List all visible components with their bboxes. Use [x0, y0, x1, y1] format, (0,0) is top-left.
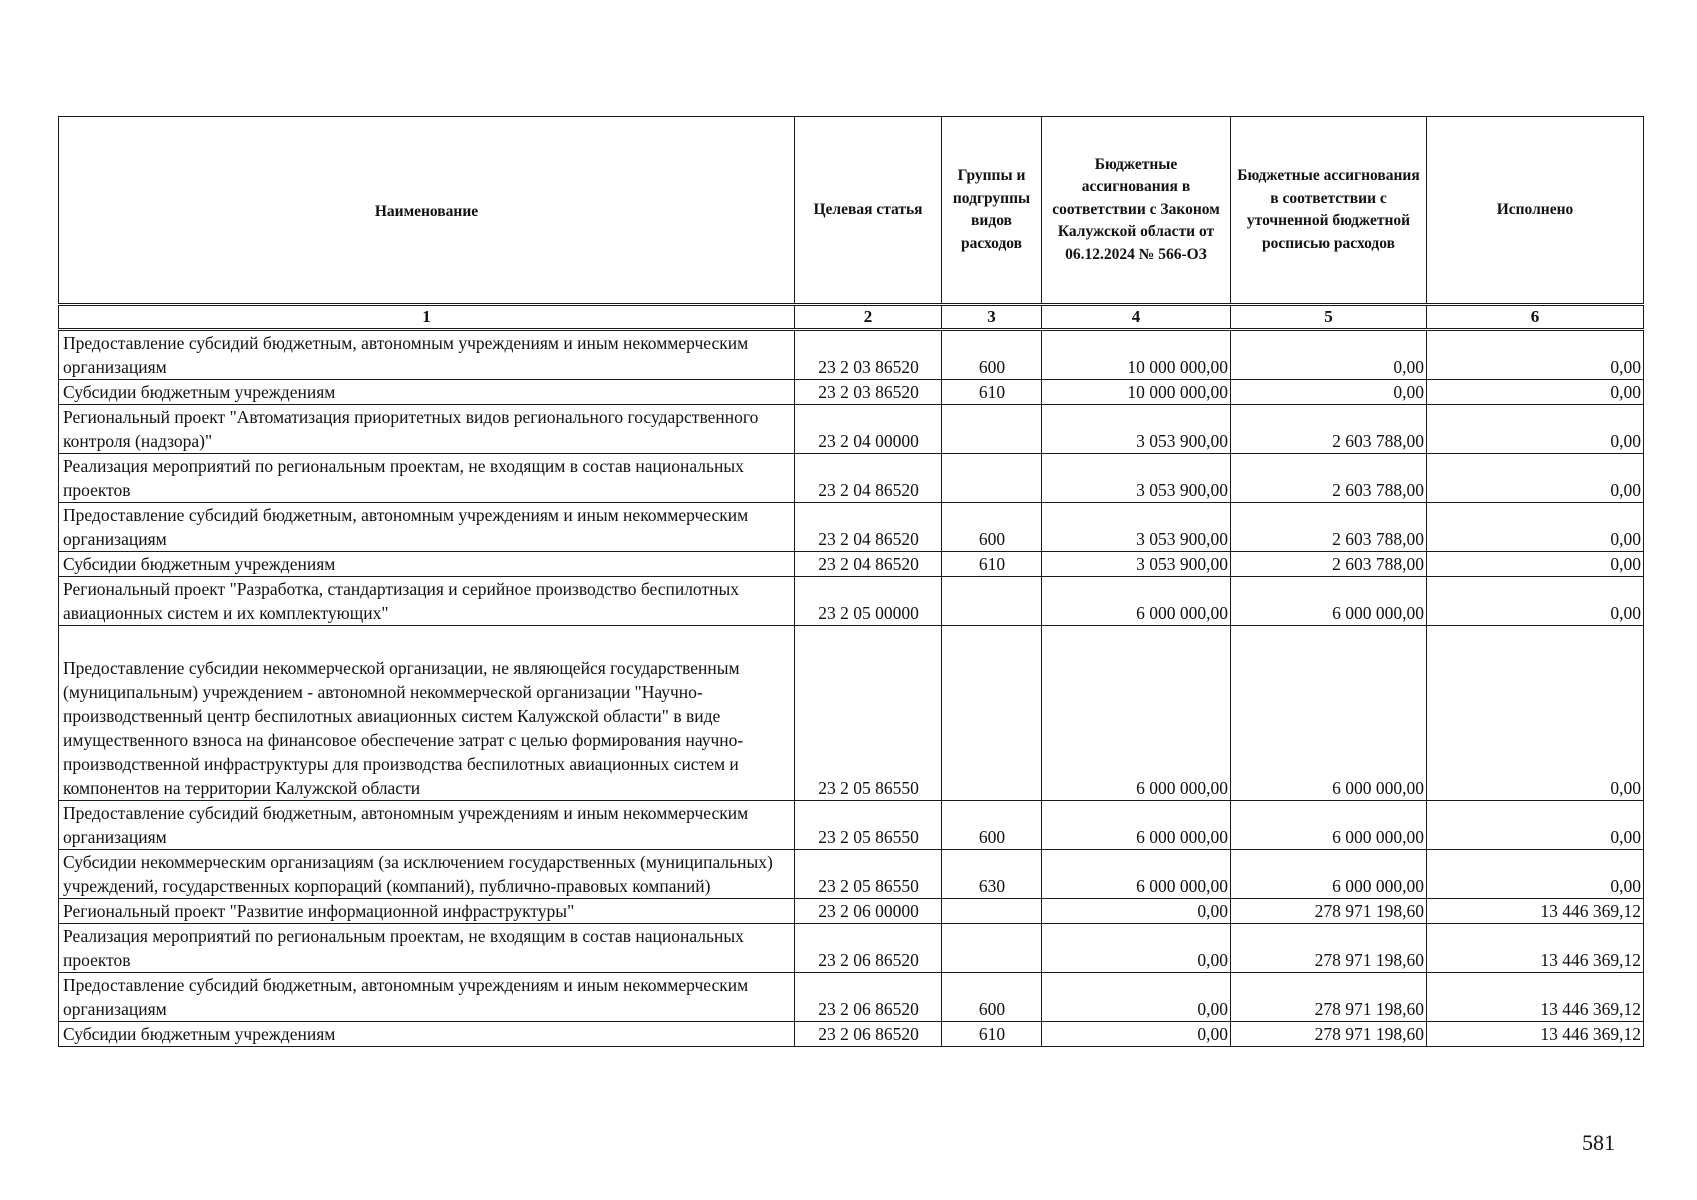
row-name: Предоставление субсидий бюджетным, автономным учреждениям и иным некоммерческим организациям [59, 330, 795, 380]
header-group: Группы и подгруппы видов расходов [942, 117, 1042, 305]
table-header [59, 117, 1644, 330]
row-executed: 0,00 [1427, 626, 1644, 801]
row-law: 3 053 900,00 [1042, 503, 1231, 552]
row-target: 23 2 05 86550 [795, 801, 942, 850]
row-refined: 2 603 788,00 [1231, 552, 1427, 577]
row-name: Реализация мероприятий по региональным проектам, не входящим в состав национальных проектов [59, 454, 795, 503]
row-executed: 13 446 369,12 [1427, 973, 1644, 1022]
table-row [59, 1022, 1644, 1047]
row-target: 23 2 06 00000 [795, 899, 942, 924]
row-group [942, 924, 1042, 973]
row-group [942, 899, 1042, 924]
table-body [59, 330, 1644, 1047]
row-executed: 0,00 [1427, 552, 1644, 577]
table-row [59, 577, 1644, 626]
row-law: 3 053 900,00 [1042, 454, 1231, 503]
row-law: 6 000 000,00 [1042, 850, 1231, 899]
row-name: Предоставление субсидий бюджетным, автономным учреждениям и иным некоммерческим организациям [59, 801, 795, 850]
row-refined: 6 000 000,00 [1231, 626, 1427, 801]
row-refined: 0,00 [1231, 330, 1427, 380]
header-target: Целевая статья [795, 117, 942, 305]
row-name: Региональный проект "Автоматизация приоритетных видов регионального государственного контроля (надзора)" [59, 405, 795, 454]
column-number: 3 [942, 305, 1042, 330]
row-group [942, 577, 1042, 626]
row-law: 6 000 000,00 [1042, 626, 1231, 801]
row-executed: 0,00 [1427, 503, 1644, 552]
table-row [59, 552, 1644, 577]
row-executed: 13 446 369,12 [1427, 899, 1644, 924]
row-refined: 6 000 000,00 [1231, 801, 1427, 850]
table-row [59, 899, 1644, 924]
row-refined: 278 971 198,60 [1231, 924, 1427, 973]
row-law: 0,00 [1042, 973, 1231, 1022]
row-target: 23 2 04 00000 [795, 405, 942, 454]
header-row [59, 117, 1644, 305]
row-name: Субсидии бюджетным учреждениям [59, 380, 795, 405]
row-target: 23 2 05 00000 [795, 577, 942, 626]
row-executed: 0,00 [1427, 577, 1644, 626]
row-target: 23 2 04 86520 [795, 454, 942, 503]
budget-table [58, 116, 1644, 1047]
row-target: 23 2 03 86520 [795, 330, 942, 380]
row-law: 6 000 000,00 [1042, 801, 1231, 850]
column-number: 2 [795, 305, 942, 330]
row-law: 3 053 900,00 [1042, 405, 1231, 454]
row-name: Субсидии бюджетным учреждениям [59, 1022, 795, 1047]
row-refined: 2 603 788,00 [1231, 405, 1427, 454]
row-executed: 0,00 [1427, 850, 1644, 899]
row-executed: 0,00 [1427, 330, 1644, 380]
table-row [59, 503, 1644, 552]
header-law: Бюджетные ассигнования в соответствии с Законом Калужской области от 06.12.2024 № 566-ОЗ [1042, 117, 1231, 305]
row-group: 630 [942, 850, 1042, 899]
row-law: 0,00 [1042, 1022, 1231, 1047]
row-name: Предоставление субсидий бюджетным, автономным учреждениям и иным некоммерческим организациям [59, 503, 795, 552]
row-name: Предоставление субсидий бюджетным, автономным учреждениям и иным некоммерческим организациям [59, 973, 795, 1022]
table-row [59, 850, 1644, 899]
column-number: 6 [1427, 305, 1644, 330]
row-group [942, 405, 1042, 454]
table-row [59, 973, 1644, 1022]
row-refined: 0,00 [1231, 380, 1427, 405]
header-executed: Исполнено [1427, 117, 1644, 305]
row-law: 0,00 [1042, 899, 1231, 924]
column-number: 5 [1231, 305, 1427, 330]
row-law: 0,00 [1042, 924, 1231, 973]
row-target: 23 2 04 86520 [795, 503, 942, 552]
row-executed: 0,00 [1427, 454, 1644, 503]
row-name: Региональный проект "Развитие информационной инфраструктуры" [59, 899, 795, 924]
row-target: 23 2 05 86550 [795, 850, 942, 899]
row-refined: 278 971 198,60 [1231, 1022, 1427, 1047]
header-refined: Бюджетные ассигнования в соответствии с уточненной бюджетной росписью расходов [1231, 117, 1427, 305]
row-name: Предоставление субсидии некоммерческой организации, не являющейся государственным (муниципальным) учреждением - автономной некоммерческой организации "Научно-производственный центр беспилотных авиационных систем Калужской области" в виде имущественного взноса на финансовое обеспечение затрат с целью формирования научно-производственной инфраструктуры для производства беспилотных авиационных систем и компонентов на территории Калужской области [59, 626, 795, 801]
row-executed: 0,00 [1427, 380, 1644, 405]
column-number-row [59, 305, 1644, 330]
row-refined: 6 000 000,00 [1231, 577, 1427, 626]
row-refined: 278 971 198,60 [1231, 899, 1427, 924]
row-name: Реализация мероприятий по региональным проектам, не входящим в состав национальных проектов [59, 924, 795, 973]
row-executed: 13 446 369,12 [1427, 1022, 1644, 1047]
row-target: 23 2 05 86550 [795, 626, 942, 801]
row-name: Субсидии некоммерческим организациям (за исключением государственных (муниципальных) учреждений, государственных корпораций (компаний), публично-правовых компаний) [59, 850, 795, 899]
row-group [942, 626, 1042, 801]
row-target: 23 2 06 86520 [795, 924, 942, 973]
row-name: Субсидии бюджетным учреждениям [59, 552, 795, 577]
column-number: 1 [59, 305, 795, 330]
row-executed: 13 446 369,12 [1427, 924, 1644, 973]
row-law: 3 053 900,00 [1042, 552, 1231, 577]
row-refined: 6 000 000,00 [1231, 850, 1427, 899]
row-group: 600 [942, 503, 1042, 552]
table-row [59, 626, 1644, 801]
row-group [942, 454, 1042, 503]
row-law: 6 000 000,00 [1042, 577, 1231, 626]
row-refined: 2 603 788,00 [1231, 454, 1427, 503]
page-number: 581 [1582, 1130, 1615, 1155]
table-row [59, 405, 1644, 454]
row-group: 600 [942, 973, 1042, 1022]
row-executed: 0,00 [1427, 405, 1644, 454]
row-group: 610 [942, 380, 1042, 405]
row-group: 600 [942, 801, 1042, 850]
row-executed: 0,00 [1427, 801, 1644, 850]
table-row [59, 380, 1644, 405]
row-target: 23 2 06 86520 [795, 1022, 942, 1047]
header-name: Наименование [59, 117, 795, 305]
row-group: 610 [942, 552, 1042, 577]
row-refined: 278 971 198,60 [1231, 973, 1427, 1022]
row-group: 610 [942, 1022, 1042, 1047]
table-row [59, 924, 1644, 973]
table-row [59, 330, 1644, 380]
row-refined: 2 603 788,00 [1231, 503, 1427, 552]
row-target: 23 2 06 86520 [795, 973, 942, 1022]
row-law: 10 000 000,00 [1042, 330, 1231, 380]
row-target: 23 2 04 86520 [795, 552, 942, 577]
row-name: Региональный проект "Разработка, стандартизация и серийное производство беспилотных авиационных систем и их комплектующих" [59, 577, 795, 626]
column-number: 4 [1042, 305, 1231, 330]
row-law: 10 000 000,00 [1042, 380, 1231, 405]
row-target: 23 2 03 86520 [795, 380, 942, 405]
row-group: 600 [942, 330, 1042, 380]
table-row [59, 454, 1644, 503]
table-row [59, 801, 1644, 850]
